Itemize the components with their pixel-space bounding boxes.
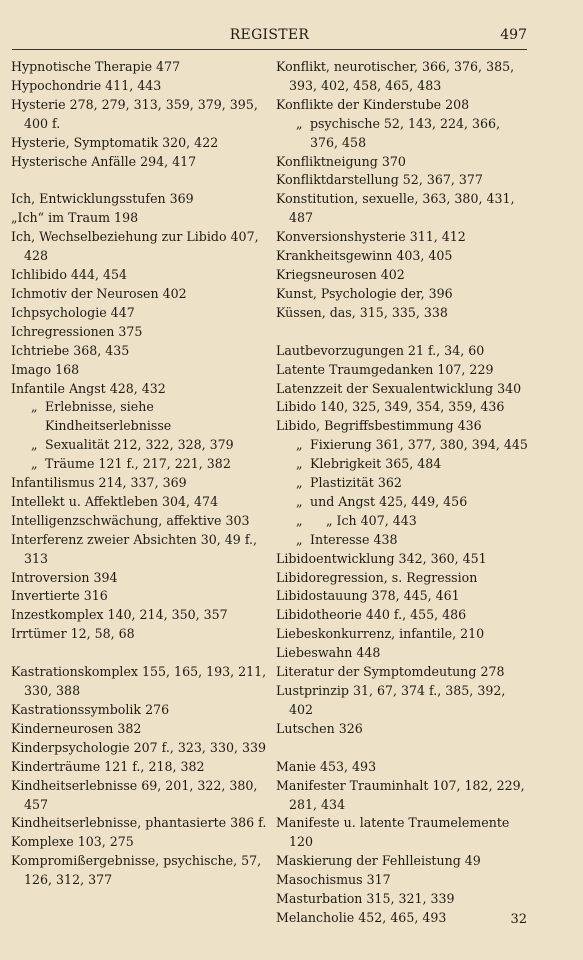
- index-entry-text: Interesse 438: [310, 531, 398, 547]
- index-entry: [11, 814, 267, 833]
- index-entry-text: Ichlibido 444, 454: [11, 267, 128, 283]
- index-entry: [276, 153, 532, 172]
- index-entry-text: Sexualität 212, 322, 328, 379: [45, 437, 234, 453]
- ditto-mark: „: [296, 437, 303, 453]
- index-entry-text: Komplexe 103, 275: [11, 834, 134, 850]
- index-entry-text: Konfliktneigung 370: [276, 153, 406, 169]
- index-entry: [11, 304, 267, 323]
- index-entry: [276, 455, 532, 474]
- index-entry: [276, 758, 532, 777]
- index-entry: [276, 909, 532, 928]
- index-entry-text: Libidoentwicklung 342, 360, 451: [276, 550, 487, 566]
- index-entry: [276, 777, 532, 815]
- ditto-mark: „: [31, 456, 38, 472]
- index-entry: [276, 398, 532, 417]
- index-entry-text: Intellekt u. Affektleben 304, 474: [11, 493, 219, 509]
- index-entry-text: Maskierung der Fehlleistung 49: [276, 853, 481, 869]
- ditto-mark: „: [296, 493, 303, 509]
- index-entry: [276, 361, 532, 380]
- index-entry: [11, 777, 267, 815]
- index-entry-text: Interferenz zweier Absichten 30, 49 f., 313: [11, 531, 258, 566]
- index-entry: [276, 852, 532, 871]
- index-entry-text: Kastrationssymbolik 276: [11, 702, 170, 717]
- index-entry-text: Kinderpsychologie 207 f., 323, 330, 339: [11, 739, 267, 755]
- index-entry-text: Irrtümer 12, 58, 68: [11, 626, 135, 642]
- index-entry: [276, 285, 532, 304]
- index-entry: [11, 361, 267, 380]
- index-entry: [276, 682, 532, 720]
- index-entry-text: Lutschen 326: [276, 720, 363, 736]
- index-entry: [11, 323, 267, 342]
- index-entry-text: Libidoregression, s. Regression: [276, 569, 478, 585]
- index-entry-text: Kriegsneurosen 402: [276, 266, 405, 282]
- index-entry-text: Inzestkomplex 140, 214, 350, 357: [11, 607, 228, 623]
- index-entry: [276, 569, 532, 588]
- index-entry-text: Kastrationskomplex 155, 165, 193, 211, 330, 388: [11, 664, 267, 699]
- index-entry-text: Konversionshysterie 311, 412: [276, 229, 466, 245]
- index-entry: [11, 852, 267, 890]
- index-entry: [276, 96, 532, 115]
- index-entry-text: Liebeskonkurrenz, infantile, 210: [276, 626, 485, 642]
- index-entry-text: Hysterie 278, 279, 313, 359, 379, 395, 400 f.: [11, 96, 258, 131]
- index-entry: [276, 171, 532, 190]
- index-entry-text: Konstitution, sexuelle, 363, 380, 431, 487: [276, 191, 515, 226]
- index-entry: [11, 606, 267, 625]
- page-number: 497: [500, 27, 527, 43]
- index-entry: [276, 625, 532, 644]
- index-entry: [11, 587, 267, 606]
- index-entry: [11, 58, 267, 77]
- index-entry-text: Kinderträume 121 f., 218, 382: [11, 758, 205, 774]
- index-entry-text: Kompromißergebnisse, psychische, 57, 126, 312, 377: [11, 853, 262, 888]
- index-entry-text: „ Ich 407, 443: [326, 512, 417, 528]
- index-entry-text: Hypnotische Therapie 477: [11, 59, 181, 74]
- index-entry: [276, 115, 532, 153]
- ditto-mark: „: [296, 531, 303, 547]
- index-entry: [276, 266, 532, 285]
- index-entry-text: Imago 168: [11, 361, 80, 377]
- index-entry: [276, 380, 532, 399]
- index-entry-text: psychische 52, 143, 224, 366, 376, 458: [310, 115, 501, 150]
- index-entry: [11, 569, 267, 588]
- index-entry: [11, 398, 267, 436]
- index-entry: [11, 77, 267, 96]
- index-entry: [11, 209, 267, 228]
- index-entry-text: Introversion 394: [11, 569, 118, 585]
- index-entry-text: Literatur der Symptomdeutung 278: [276, 664, 505, 680]
- index-entry-text: Hysterische Anfälle 294, 417: [11, 153, 197, 169]
- index-entry: [276, 587, 532, 606]
- index-entry: [11, 739, 267, 758]
- index-entry-text: Invertierte 316: [11, 588, 108, 604]
- index-entry: [276, 550, 532, 569]
- index-entry: [276, 247, 532, 266]
- index-entry-text: Melancholie 452, 465, 493: [276, 909, 447, 925]
- index-entry-text: Libidostauung 378, 445, 461: [276, 588, 460, 604]
- index-entry-text: Masturbation 315, 321, 339: [276, 891, 455, 907]
- index-entry-text: Infantile Angst 428, 432: [11, 380, 166, 396]
- index-entry-text: Plastizität 362: [310, 475, 402, 491]
- index-entry: [276, 342, 532, 361]
- index-entry: [11, 663, 267, 701]
- running-header: [12, 27, 527, 50]
- index-entry-text: Konflikte der Kinderstube 208: [276, 96, 470, 112]
- index-entry: [11, 625, 267, 644]
- index-entry: [11, 701, 267, 720]
- index-entry: [276, 720, 532, 739]
- index-entry-text: Kindheitserlebnisse 69, 201, 322, 380, 457: [11, 777, 258, 812]
- index-entry-text: Klebrigkeit 365, 484: [310, 456, 442, 472]
- index-entry-text: Ich, Entwicklungsstufen 369: [11, 191, 194, 207]
- index-entry-text: „Ich“ im Traum 198: [11, 210, 139, 226]
- ditto-mark: „: [296, 475, 303, 491]
- index-entry: [11, 455, 267, 474]
- index-entry-text: Latente Traumgedanken 107, 229: [276, 361, 494, 377]
- index-entry: [11, 493, 267, 512]
- ditto-mark: „: [296, 512, 303, 528]
- index-entry: [11, 380, 267, 399]
- index-entry: [11, 833, 267, 852]
- index-entry: [276, 531, 532, 550]
- index-entry: [276, 814, 532, 852]
- index-entry-text: und Angst 425, 449, 456: [310, 493, 468, 509]
- index-entry: [276, 890, 532, 909]
- index-entry-text: Kinderneurosen 382: [11, 720, 142, 736]
- index-entry: [276, 304, 532, 323]
- index-entry: [11, 531, 267, 569]
- index-column-left: [11, 58, 267, 890]
- index-entry-text: Ich, Wechselbeziehung zur Libido 407, 428: [11, 229, 259, 264]
- index-entry-text: Ichregressionen 375: [11, 323, 143, 339]
- index-entry-text: Latenzzeit der Sexualentwicklung 340: [276, 380, 522, 396]
- index-entry: [276, 606, 532, 625]
- index-entry-text: Manifester Trauminhalt 107, 182, 229, 281, 434: [276, 777, 525, 812]
- index-entry: [11, 720, 267, 739]
- index-entry-text: Krankheitsgewinn 403, 405: [276, 248, 453, 264]
- index-entry: [11, 190, 267, 209]
- index-entry: [11, 266, 267, 285]
- index-entry: [276, 663, 532, 682]
- index-entry: [11, 134, 267, 153]
- index-entry: [11, 96, 267, 134]
- index-entry: [276, 493, 532, 512]
- index-entry: [11, 512, 267, 531]
- index-entry: [276, 228, 532, 247]
- index-entry: [11, 342, 267, 361]
- index-entry-text: Ichpsychologie 447: [11, 304, 135, 320]
- index-entry: [11, 285, 267, 304]
- index-entry: [11, 436, 267, 455]
- signature-mark: 32: [510, 912, 527, 927]
- index-entry-text: Hypochondrie 411, 443: [11, 77, 162, 93]
- index-entry: [276, 436, 532, 455]
- index-entry-text: Konfliktdarstellung 52, 367, 377: [276, 172, 483, 188]
- index-entry: [11, 228, 267, 266]
- index-entry-text: Infantilismus 214, 337, 369: [11, 475, 187, 491]
- index-entry-text: Masochismus 317: [276, 872, 391, 888]
- index-entry-text: Fixierung 361, 377, 380, 394, 445: [310, 437, 528, 453]
- index-entry: [276, 58, 532, 96]
- running-title: REGISTER: [229, 27, 310, 43]
- index-entry-text: Konflikt, neurotischer, 366, 376, 385, 393, 402, 458, 465, 483: [276, 59, 515, 93]
- index-entry-text: Liebeswahn 448: [276, 645, 381, 661]
- index-entry-text: Kunst, Psychologie der, 396: [276, 285, 453, 301]
- index-entry-text: Hysterie, Symptomatik 320, 422: [11, 134, 219, 150]
- index-entry-text: Intelligenzschwächung, affektive 303: [11, 512, 250, 528]
- index-entry-text: Manifeste u. latente Traumelemente 120: [276, 815, 510, 850]
- index-entry: [276, 644, 532, 663]
- index-entry-text: Libido, Begriffsbestimmung 436: [276, 418, 482, 434]
- index-entry-text: Libido 140, 325, 349, 354, 359, 436: [276, 399, 505, 415]
- index-column-right: [276, 58, 532, 928]
- index-entry-text: Erlebnisse, siehe Kindheitserlebnisse: [45, 399, 172, 434]
- index-entry-text: Libidotheorie 440 f., 455, 486: [276, 607, 467, 623]
- ditto-mark: „: [31, 399, 38, 415]
- index-entry: [11, 153, 267, 172]
- ditto-mark: „: [296, 115, 303, 131]
- index-entry-text: Ichmotiv der Neurosen 402: [11, 285, 187, 301]
- index-entry-text: Ichtriebe 368, 435: [11, 342, 130, 358]
- index-entry: [276, 512, 532, 531]
- index-entry-text: Träume 121 f., 217, 221, 382: [45, 456, 231, 472]
- ditto-mark: „: [296, 456, 303, 472]
- index-entry-text: Küssen, das, 315, 335, 338: [276, 304, 448, 320]
- index-entry: [11, 758, 267, 777]
- index-entry-text: Kindheitserlebnisse, phantasierte 386 f.: [11, 815, 267, 831]
- index-entry: [276, 190, 532, 228]
- index-entry: [11, 474, 267, 493]
- index-entry: [276, 417, 532, 436]
- index-entry-text: Manie 453, 493: [276, 758, 377, 774]
- index-entry-text: Lautbevorzugungen 21 f., 34, 60: [276, 342, 485, 358]
- index-entry-text: Lustprinzip 31, 67, 374 f., 385, 392, 402: [276, 683, 506, 717]
- index-entry: [276, 871, 532, 890]
- index-entry: [276, 474, 532, 493]
- ditto-mark: „: [31, 437, 38, 453]
